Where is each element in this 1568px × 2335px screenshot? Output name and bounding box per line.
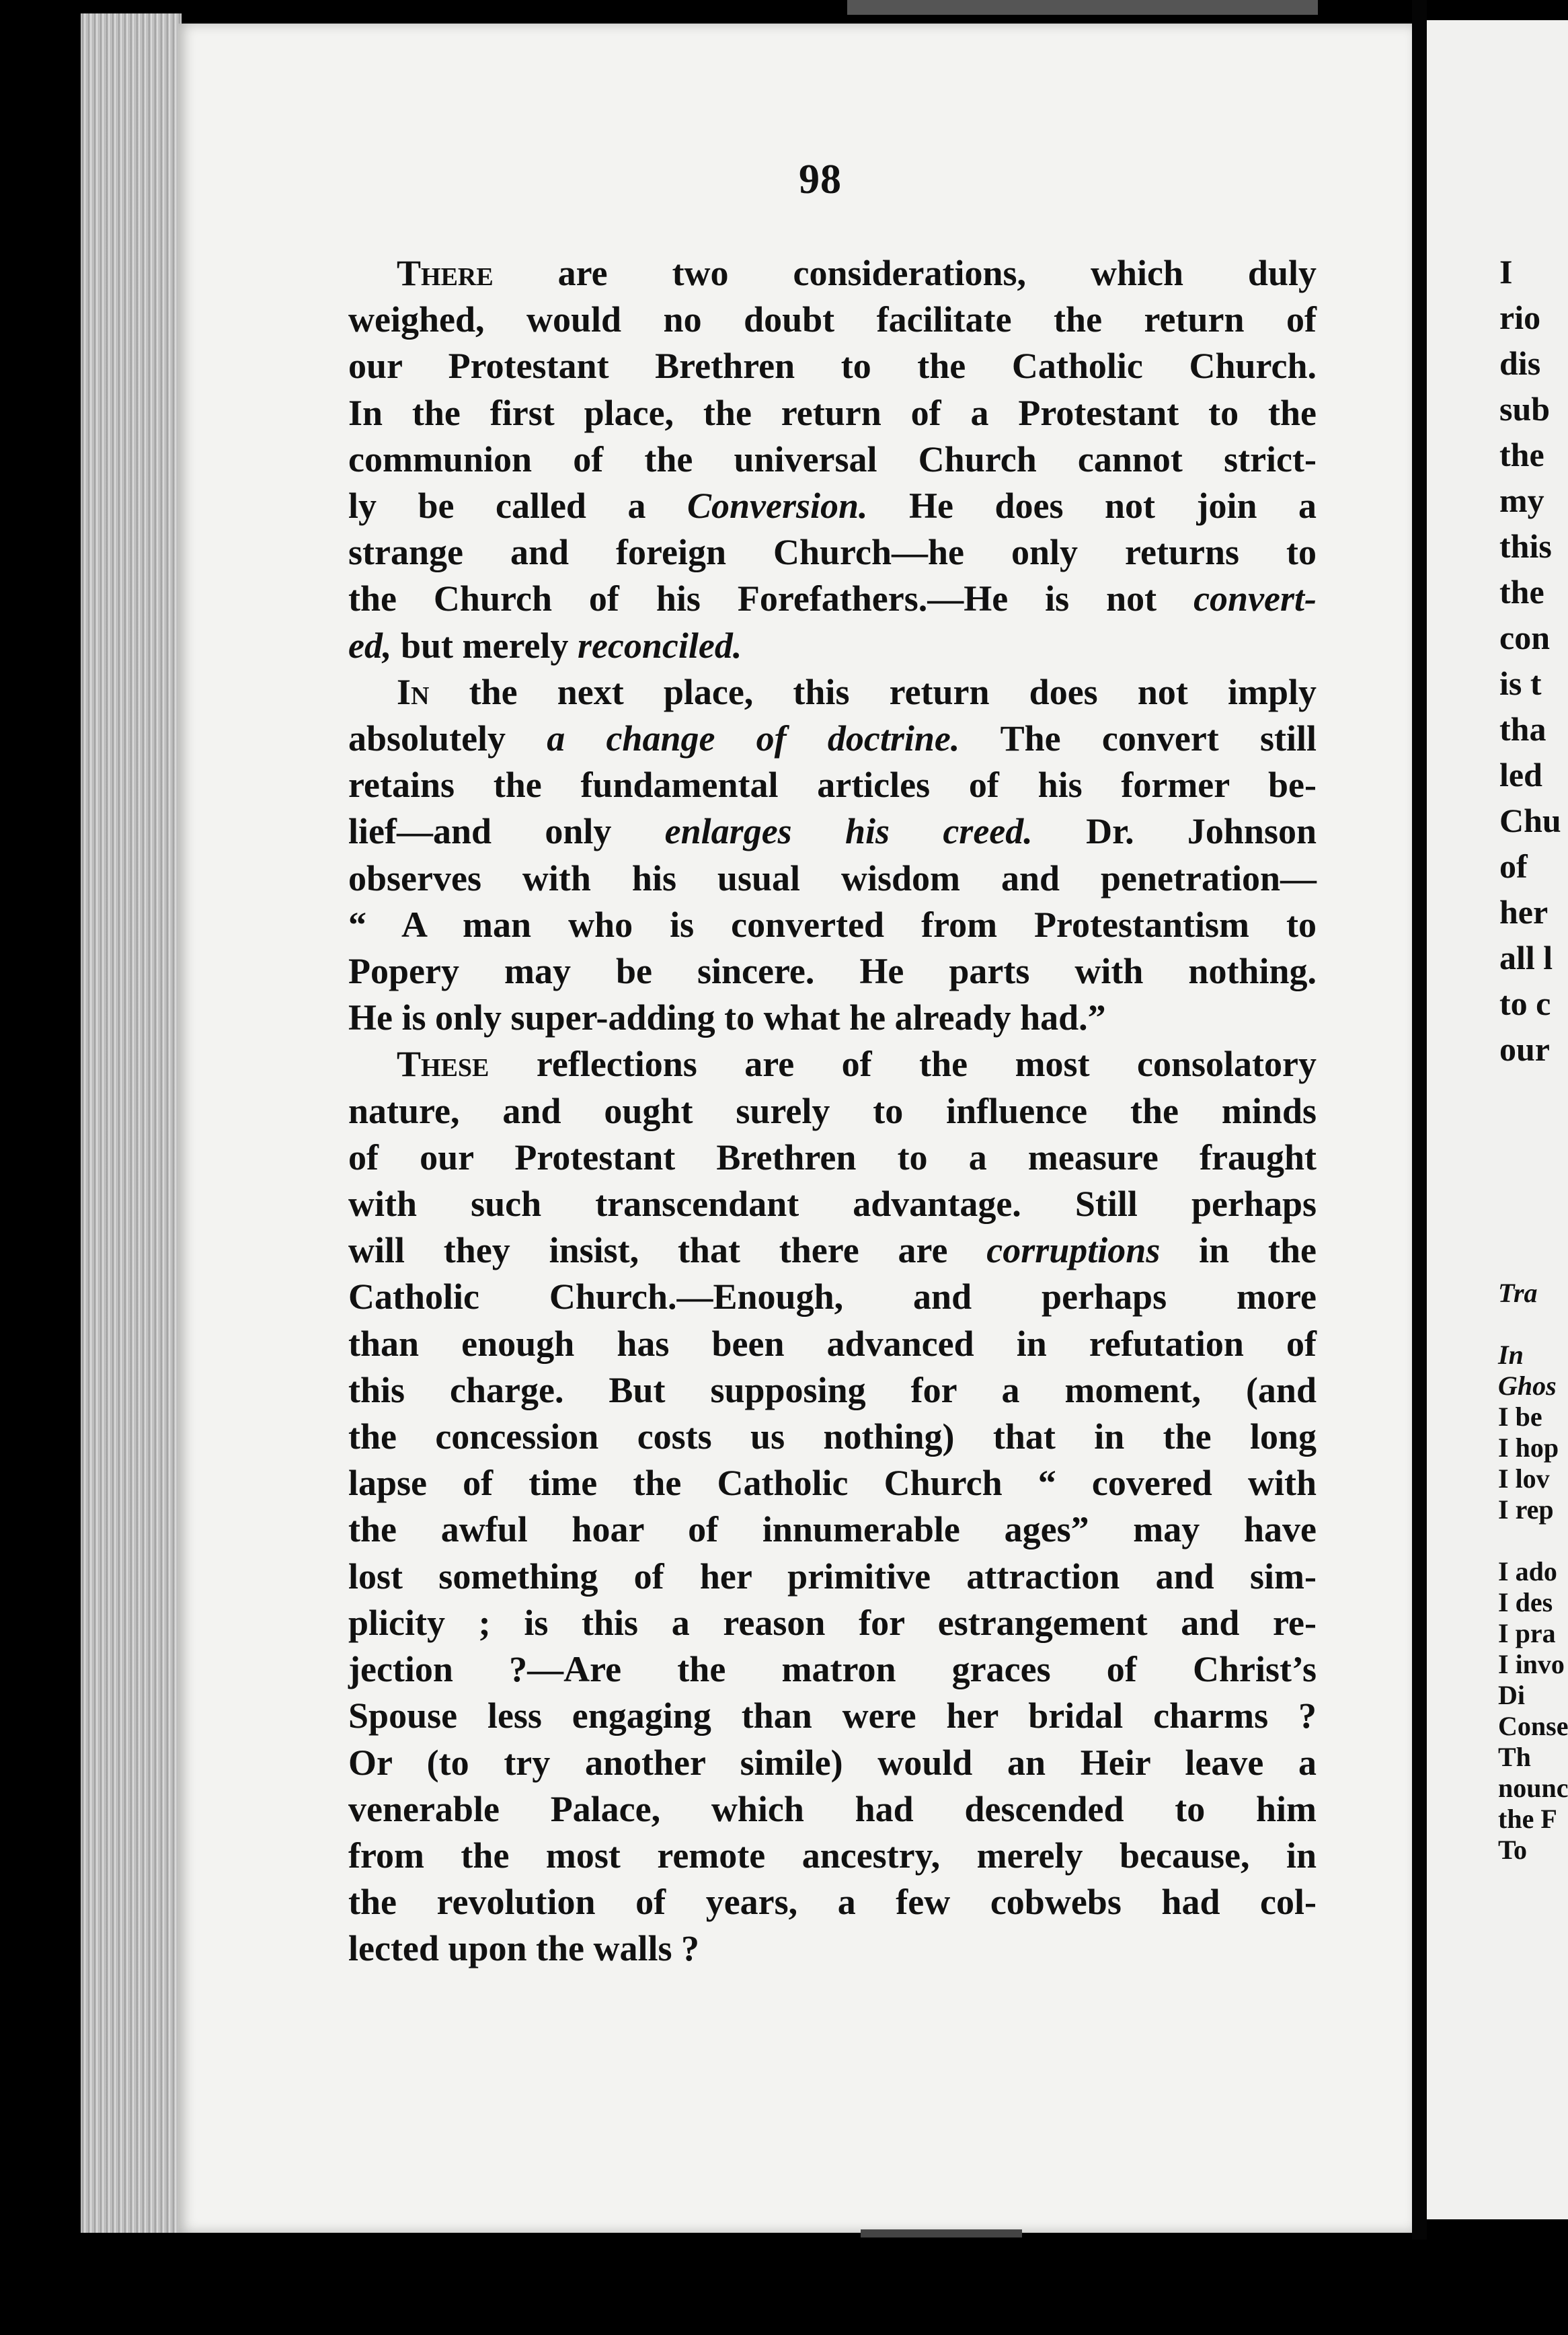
- italic-text: a change of doctrine.: [547, 718, 960, 759]
- line-text: weighed, would no doubt facilitate the return of: [348, 299, 1317, 340]
- text-line: [348, 1554, 1317, 1600]
- line-text: are two considerations, which duly: [493, 253, 1317, 293]
- line-text: the next place, this return does not imply: [429, 671, 1317, 712]
- line-text: observes with his usual wisdom and penetration—: [348, 857, 1317, 898]
- line-text: Catholic Church.—Enough, and perhaps more: [348, 1276, 1317, 1317]
- right-page-fragment-line: led: [1499, 756, 1542, 794]
- right-page-fragment-line: of: [1499, 847, 1528, 885]
- right-page-fragment-line: Chu: [1499, 802, 1561, 839]
- text-line: [348, 1786, 1317, 1833]
- right-page-fragment-line: In: [1498, 1340, 1524, 1370]
- line-text: with such transcendant advantage. Still perhaps: [348, 1184, 1317, 1225]
- text-line: [348, 576, 1317, 622]
- text-line: [348, 623, 1317, 669]
- text-line: [348, 1693, 1317, 1739]
- text-line: [348, 1088, 1317, 1135]
- right-page-fragment-line: I des: [1498, 1587, 1553, 1617]
- line-text: absolutely: [348, 718, 547, 759]
- right-page-fragment-line: Th: [1498, 1742, 1531, 1772]
- text-line: [348, 948, 1317, 995]
- right-page-fragment-line: tha: [1499, 710, 1546, 748]
- text-line: [348, 529, 1317, 576]
- right-page-fragment-line: [1498, 1309, 1568, 1340]
- text-line: [348, 483, 1317, 529]
- right-page-fragment-line: Tra: [1498, 1278, 1538, 1308]
- line-text: Spouse less engaging than were her bridal charms ?: [348, 1695, 1317, 1736]
- text-line: [348, 1414, 1317, 1460]
- text-line: [348, 436, 1317, 483]
- right-page-fragment-line: I lov: [1498, 1463, 1550, 1494]
- line-text: jection ?—Are the matron graces of Christ’s: [348, 1649, 1317, 1690]
- right-page-fragment-line: I: [1499, 253, 1513, 291]
- text-line: [348, 1506, 1317, 1553]
- line-text: but merely: [391, 625, 578, 666]
- line-text: Dr. Johnson: [1032, 811, 1317, 852]
- text-line: [348, 1646, 1317, 1693]
- text-line: [348, 1460, 1317, 1506]
- right-page-fragment-line: the: [1499, 573, 1544, 611]
- right-page-top-fragments: [1499, 249, 1561, 1072]
- right-page-fragment-line: I pra: [1498, 1618, 1556, 1648]
- line-text: communion of the universal Church cannot strict-: [348, 438, 1317, 480]
- right-page-fragment-line: all l: [1499, 939, 1553, 977]
- line-text: reflections are of the most consolatory: [489, 1044, 1317, 1085]
- italic-text: convert-: [1193, 578, 1317, 619]
- line-text: lost something of her primitive attraction and sim-: [348, 1556, 1317, 1597]
- right-page-fragment-line: I invo: [1498, 1649, 1565, 1679]
- line-text: will they insist, that there are: [348, 1230, 987, 1271]
- line-text: in the: [1160, 1230, 1317, 1271]
- line-text: of our Protestant Brethren to a measure fraught: [348, 1137, 1317, 1178]
- italic-text: reconciled.: [577, 625, 742, 666]
- line-text: the concession costs us nothing) that in the long: [348, 1416, 1317, 1457]
- text-line: [348, 1925, 1317, 1972]
- paragraph-3: [348, 1041, 1317, 1972]
- text-line: [348, 1740, 1317, 1786]
- text-line: [348, 855, 1317, 902]
- right-page-fragment-line: I hop: [1498, 1432, 1559, 1463]
- right-page-fragment-line: dis: [1499, 344, 1541, 382]
- text-line: [348, 1274, 1317, 1320]
- right-page-fragment-line: nounc: [1498, 1773, 1568, 1803]
- right-page-fragment-line: To: [1498, 1835, 1528, 1865]
- right-page-fragment-line: sub: [1499, 390, 1551, 428]
- line-text: plicity ; is this a reason for estrangement and re-: [348, 1602, 1317, 1643]
- right-page-fragment-line: her: [1499, 893, 1549, 931]
- line-text: nature, and ought surely to influence the minds: [348, 1090, 1317, 1131]
- scan-edge-bottom: [861, 2229, 1022, 2237]
- line-text: lapse of time the Catholic Church “ covered with: [348, 1463, 1317, 1504]
- text-line: [348, 343, 1317, 389]
- line-text: our Protestant Brethren to the Catholic Church.: [348, 346, 1317, 387]
- right-page-fragment-line: I be: [1498, 1402, 1542, 1432]
- line-text: The convert still: [959, 718, 1317, 759]
- paragraph-1: [348, 250, 1317, 669]
- body-text: [348, 250, 1317, 1973]
- line-text: He does not join a: [867, 486, 1317, 527]
- scan-edge-top: [847, 0, 1318, 15]
- right-page-fragment-line: our: [1499, 1030, 1550, 1068]
- line-text: the revolution of years, a few cobwebs had col-: [348, 1882, 1317, 1923]
- line-text: than enough has been advanced in refutation of: [348, 1323, 1317, 1364]
- text-line: [348, 669, 1317, 716]
- italic-text: enlarges his creed.: [664, 811, 1033, 852]
- text-line: [348, 1367, 1317, 1414]
- right-page-fragment-line: Ghos: [1498, 1371, 1557, 1401]
- text-line: [348, 1600, 1317, 1646]
- text-line: [348, 1181, 1317, 1227]
- right-page-fragment-line: [1498, 1525, 1568, 1556]
- text-line: [348, 1041, 1317, 1087]
- right-page-fragment-line: the F: [1498, 1804, 1557, 1834]
- text-line: [348, 1227, 1317, 1274]
- line-text: this charge. But supposing for a moment, (and: [348, 1369, 1317, 1410]
- italic-text: ed,: [348, 625, 392, 666]
- text-line: [348, 1135, 1317, 1181]
- line-text: lief—and only: [348, 811, 665, 852]
- page-edge-stack: [81, 13, 182, 2233]
- text-line: [348, 250, 1317, 297]
- text-line: [348, 995, 1317, 1041]
- text-line: [348, 808, 1317, 855]
- line-text: ly be called a: [348, 486, 687, 527]
- right-page-fragment-line: this: [1499, 527, 1552, 565]
- right-page-fragment-line: I ado: [1498, 1556, 1557, 1586]
- text-line: [348, 762, 1317, 808]
- text-line: [348, 297, 1317, 343]
- right-page-fragment-line: is t: [1499, 664, 1542, 702]
- line-text: retains the fundamental articles of his former be-: [348, 765, 1317, 806]
- paragraph-2: [348, 669, 1317, 1042]
- right-page-fragment-line: rio: [1499, 299, 1541, 336]
- right-page-bottom-fragments: [1498, 1278, 1568, 1866]
- text-line: [348, 1321, 1317, 1367]
- italic-text: Conversion.: [687, 486, 868, 527]
- right-page-fragment-line: the: [1499, 436, 1544, 473]
- small-caps-lead: These: [397, 1044, 489, 1085]
- text-line: [348, 390, 1317, 436]
- italic-text: corruptions: [986, 1230, 1161, 1271]
- line-text: strange and foreign Church—he only returns to: [348, 532, 1317, 573]
- right-page-fragment-line: to c: [1499, 985, 1551, 1022]
- right-page-fragment-line: my: [1499, 482, 1544, 519]
- line-text: lected upon the walls ?: [348, 1928, 700, 1969]
- line-text: Popery may be sincere. He parts with nothing.: [348, 951, 1317, 992]
- line-text: from the most remote ancestry, merely because, in: [348, 1835, 1317, 1876]
- text-line: [348, 1833, 1317, 1879]
- line-text: venerable Palace, which had descended to him: [348, 1788, 1317, 1829]
- line-text: the Church of his Forefathers.—He is not: [348, 578, 1194, 619]
- text-line: [348, 902, 1317, 948]
- right-page-fragment-line: con: [1499, 619, 1550, 656]
- text-line: [348, 1879, 1317, 1925]
- right-page-fragment-line: I rep: [1498, 1494, 1554, 1525]
- line-text: He is only super-adding to what he already had.”: [348, 997, 1106, 1038]
- text-line: [348, 716, 1317, 762]
- book-gutter: [1412, 0, 1427, 2240]
- page-number: 98: [799, 157, 842, 202]
- line-text: the awful hoar of innumerable ages” may have: [348, 1509, 1317, 1550]
- right-page-fragment-line: Di: [1498, 1680, 1525, 1710]
- right-page-fragment-line: Conse: [1498, 1711, 1568, 1741]
- small-caps-lead: There: [397, 253, 494, 293]
- line-text: In the first place, the return of a Protestant to the: [348, 392, 1317, 433]
- line-text: Or (to try another simile) would an Heir leave a: [348, 1742, 1317, 1783]
- small-caps-lead: In: [397, 671, 430, 712]
- line-text: “ A man who is converted from Protestantism to: [348, 904, 1317, 945]
